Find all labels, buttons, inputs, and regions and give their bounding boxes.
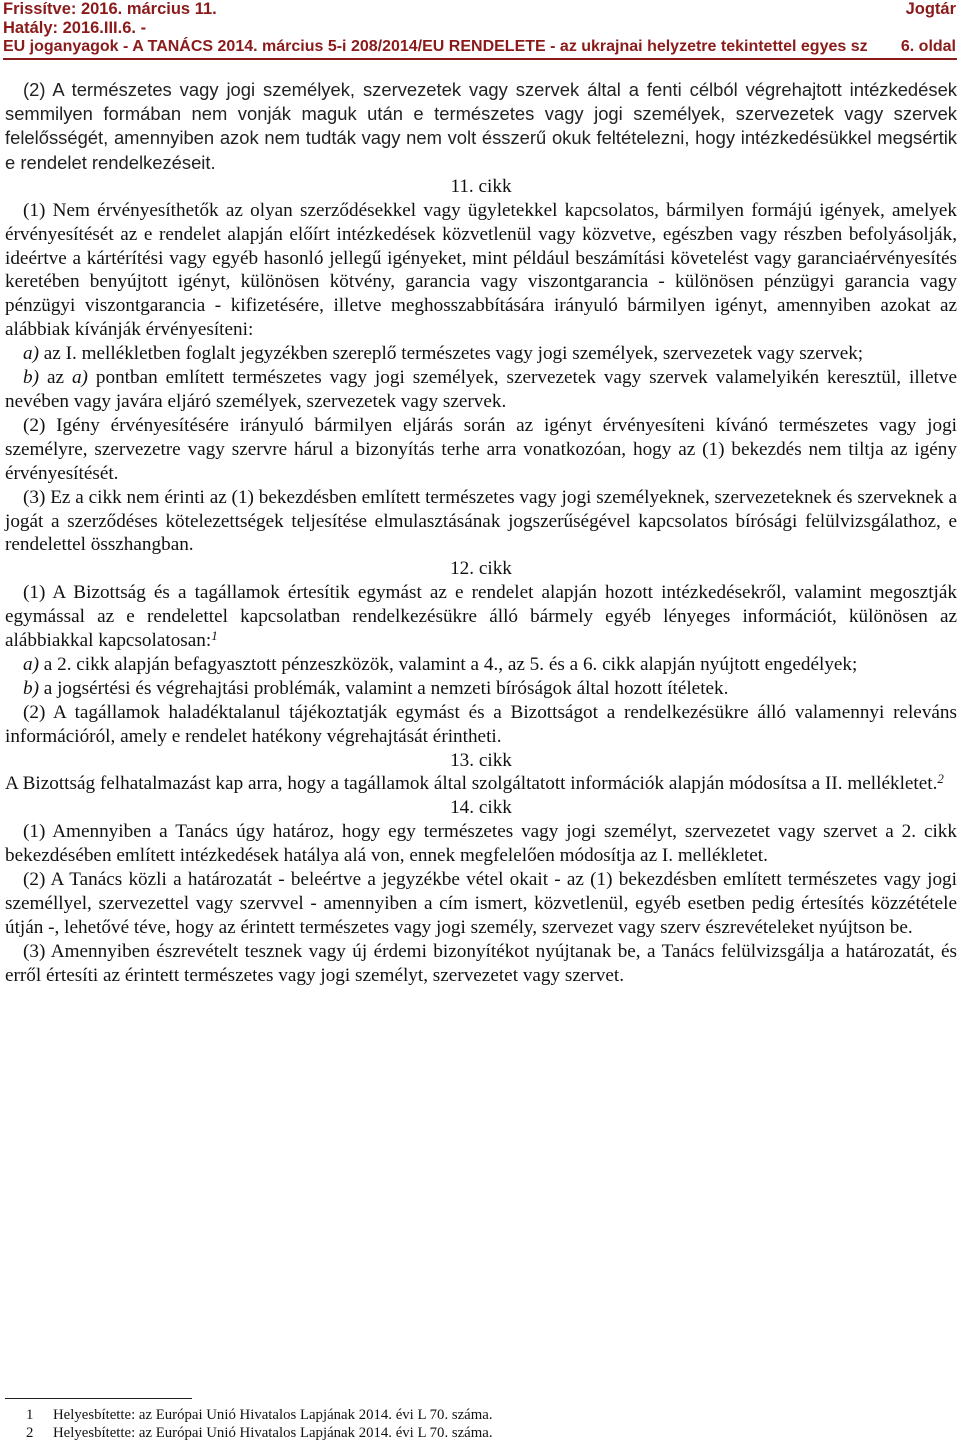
document-body: [5, 78, 957, 988]
art11-point-b-text: pontban említett természetes vagy jogi személyek, szervezetek vagy szervek valamelyikén keresztül, illetve nevében vagy javára eljáró személyek, szervezetek vagy szervek.: [5, 367, 957, 412]
footnote-item: [26, 1424, 926, 1442]
art11-point-b-ref: a): [71, 367, 88, 389]
footnote-number: 1: [26, 1407, 34, 1423]
art12-point-b-text: a jogsértési és végrehajtási problémák, valamint a nemzeti bíróságok által hozott ítéletek.: [38, 677, 729, 699]
art11-point-a: [5, 342, 957, 366]
art12-point-a-text: a 2. cikk alapján befagyasztott pénzeszközök, valamint a 4., az 5. és a 6. cikk alapján nyújtott engedélyek;: [38, 653, 858, 675]
footnote-ref-1[interactable]: 1: [211, 628, 218, 644]
art12-paragraph-1: [5, 581, 957, 653]
art11-paragraph-2: (2) Igény érvényesítésére irányuló bármilyen eljárás során az igényt érvényesíteni kívánó természetes vagy jogi személyre, szervezetre vagy szervre hárul a bizonyítás terhe arra vonatkozóan, hogy az (1) bekezdés nem tiltja az igény érvényesítését.: [5, 414, 957, 484]
art11-paragraph-1: (1) Nem érvényesíthetők az olyan szerződésekkel vagy ügyletekkel kapcsolatos, bármilyen formájú igények, amelyek érvényesítését az e rendelet alapján előírt intézkedések közvetlenül vagy közvetve, egészben vagy részben befolyásolják, ideértve a kártérítési vagy egyéb hasonló jellegű igényeket, mint például beszámítási követelést vagy garanciaérvényesítés keretében benyújtott igényt, különösen kötvény, garancia vagy viszontgarancia - különösen pénzügyi garancia vagy pénzügyi viszontgarancia - kifizetésére, illetve meghosszabbítására irányuló bármilyen igényt, amennyiben azokat az alábbiak kívánják érvényesíteni:: [5, 199, 957, 341]
footnote-text: Helyesbítette: az Európai Unió Hivatalos Lapjának 2014. évi L 70. száma.: [53, 1407, 493, 1423]
art12-point-a-label: a): [23, 653, 39, 675]
footnotes: [26, 1406, 926, 1442]
page-number: 6. oldal: [900, 38, 956, 55]
art12-point-a: [5, 653, 957, 677]
effective-date: Hatály: 2016.III.6. -: [3, 19, 147, 37]
article-heading-13: 13. cikk: [450, 749, 512, 771]
art11-point-b: [5, 366, 957, 414]
art14-paragraph-1: (1) Amennyiben a Tanács úgy határoz, hogy egy természetes vagy jogi személyt, szervezetet vagy szervet a 2. cikk bekezdésében említett intézkedések hatálya alá von, ennek megfelelően módosítja az I. mellékletet.: [5, 821, 957, 867]
art11-point-b-label: b): [23, 367, 39, 389]
intro-paragraph: (2) A természetes vagy jogi személyek, szervezetek vagy szervek által a fenti célból végrehajtott intézkedések semmilyen formában nem vonják maguk után e természetes vagy jogi személyek, szervezetek vagy szervek felelősségét, amennyiben azok nem tudták vagy nem volt ésszerű okuk feltételezni, hogy intézkedésükkel megsértik e rendelet rendelkezéseit.: [5, 79, 957, 173]
footnote-number: 2: [26, 1425, 34, 1441]
updated-date: Frissítve: 2016. március 11.: [3, 0, 217, 18]
document-title: EU joganyagok - A TANÁCS 2014. március 5-i 208/2014/EU RENDELETE - az ukrajnai helyzetre tekintettel egyes sz: [3, 38, 868, 55]
art11-point-a-label: a): [23, 343, 39, 365]
footnote-ref-2[interactable]: 2: [937, 771, 944, 787]
page-header: [0, 0, 960, 56]
header-divider: [3, 58, 957, 60]
article-heading-11: 11. cikk: [450, 175, 512, 197]
art13-paragraph-1: [5, 772, 957, 796]
article-heading-12: 12. cikk: [450, 558, 512, 580]
footnote-divider: [5, 1398, 192, 1399]
article-heading-14: 14. cikk: [450, 797, 512, 819]
footnote-item: [26, 1406, 926, 1424]
art12-point-b-label: b): [23, 677, 39, 699]
art13-paragraph-1-text: A Bizottság felhatalmazást kap arra, hogy a tagállamok által szolgáltatott információk alapján módosítsa a II. mellékletet.: [5, 773, 938, 795]
brand-label: Jogtár: [905, 0, 956, 18]
footnote-text: Helyesbítette: az Európai Unió Hivatalos Lapjának 2014. évi L 70. száma.: [53, 1425, 493, 1441]
art14-paragraph-2: (2) A Tanács közli a határozatát - beleértve a jegyzékbe vétel okait - az (1) bekezdésben említett természetes vagy jogi személlyel, szervezettel vagy szervvel - amennyiben a cím ismert, közvetlenül, egyéb esetben pedig értesítés közzététele útján -, lehetővé téve, hogy az érintett természetes vagy jogi személy, szervezet vagy szerv észrevételeket nyújtson be.: [5, 869, 957, 938]
art11-point-b-pre: az: [38, 367, 72, 389]
document-title-row: [3, 37, 956, 56]
art12-point-b: [5, 677, 957, 701]
art12-paragraph-2: (2) A tagállamok haladéktalanul tájékoztatják egymást és a Bizottságot a rendelkezésükre álló valamennyi releváns információról, amely e rendelet hatékony végrehajtását érintheti.: [5, 701, 957, 747]
art11-paragraph-3: (3) Ez a cikk nem érinti az (1) bekezdésben említett természetes vagy jogi személyeknek, szervezeteknek és szerveknek a jogát a szerződéses kötelezettségek teljesítése elmulasztásának jogszerűségével kapcsolatos bírósági felülvizsgálathoz, e rendelettel összhangban.: [5, 486, 957, 556]
art14-paragraph-3: (3) Amennyiben észrevételt tesznek vagy új érdemi bizonyítékot nyújtanak be, a Tanács felülvizsgálja a határozatát, és erről értesíti az érintett természetes vagy jogi személyt, szervezetet vagy szervet.: [5, 940, 957, 986]
art12-paragraph-1-text: (1) A Bizottság és a tagállamok értesítik egymást az e rendelet alapján hozott intézkedésekről, valamint megosztják egymással az e rendelettel kapcsolatban rendelkezésükre álló bármely egyéb lényeges információt, különösen az alábbiakkal kapcsolatosan:: [5, 582, 957, 652]
art11-point-a-text: az I. mellékletben foglalt jegyzékben szereplő természetes vagy jogi személyek, szervezetek vagy szervek;: [38, 343, 864, 365]
